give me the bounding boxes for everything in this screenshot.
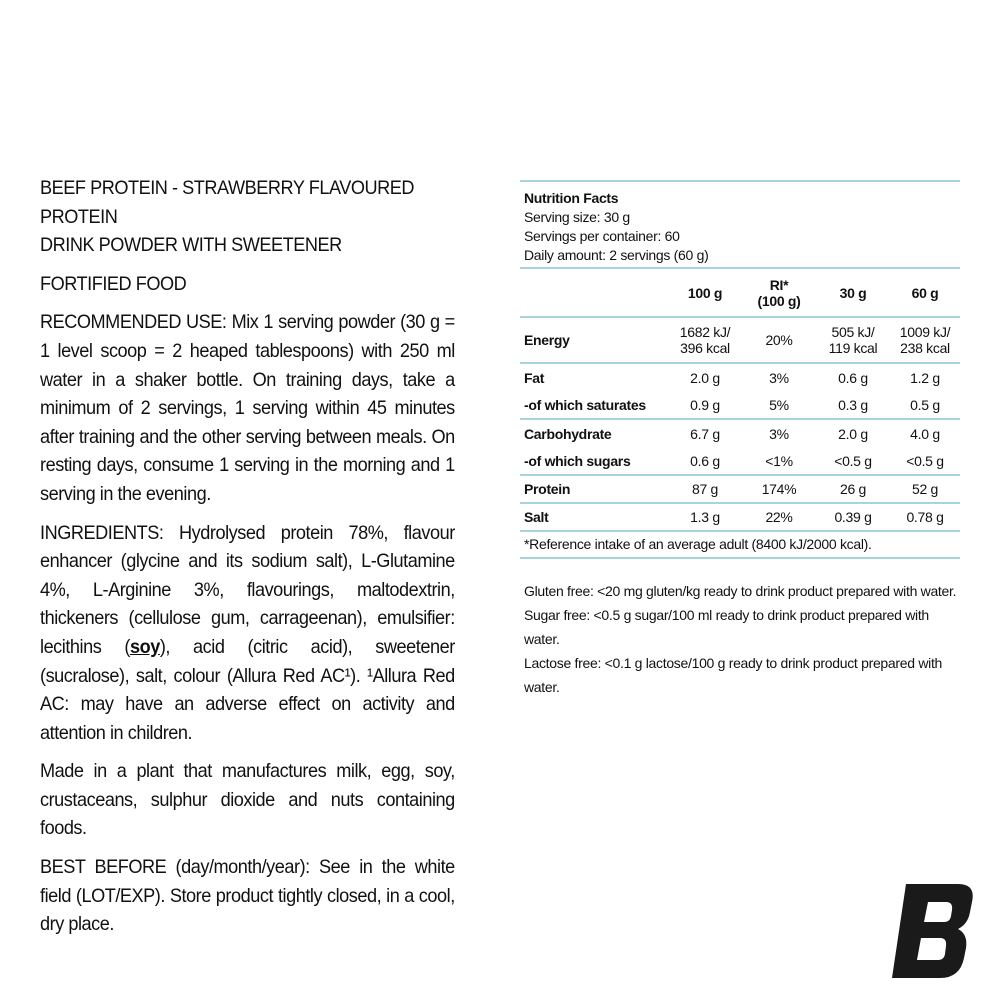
nutrition-header xyxy=(520,182,960,267)
cell-60g: 4.0 g xyxy=(910,425,940,442)
row-label: Carbohydrate xyxy=(524,425,612,442)
cell-60g: <0.5 g xyxy=(890,447,960,475)
nutrition-title: Nutrition Facts xyxy=(524,190,619,206)
cell-100g: 6.7 g xyxy=(690,425,720,442)
cell-100g: 2.0 g xyxy=(690,369,720,386)
lactose-free-note: Lactose free: <0.1 g lactose/100 g ready to drink product prepared with water. xyxy=(524,655,943,695)
reference-intake-footnote: *Reference intake of an average adult (8400 kJ/2000 kcal). xyxy=(520,532,960,559)
table-row xyxy=(520,391,960,419)
daily-amount: Daily amount: 2 servings (60 g) xyxy=(524,247,709,263)
recommended-use-label: RECOMMENDED USE: xyxy=(40,311,227,334)
cell-30g: 2.0 g xyxy=(838,425,868,442)
cell-30g: 26 g xyxy=(816,475,890,503)
cell-60g: 1.2 g xyxy=(910,369,940,386)
cell-ri: 174% xyxy=(742,475,816,503)
gluten-free-note: Gluten free: <20 mg gluten/kg ready to drink product prepared with water. xyxy=(524,583,957,599)
cell-30g xyxy=(816,317,890,363)
row-label: Protein xyxy=(520,475,668,503)
cell-30g: 0.3 g xyxy=(816,391,890,419)
cell-100g: 1.3 g xyxy=(668,503,742,531)
table-row xyxy=(520,475,960,503)
best-before-label: BEST BEFORE xyxy=(40,856,167,879)
cell-60g: 0.78 g xyxy=(890,503,960,531)
cell-100g: 0.9 g xyxy=(668,391,742,419)
ingredients-paragraph xyxy=(40,519,455,748)
best-before-text: (day/month/year): See in the white field (LOT/EXP). Store product tightly closed, in a cool, dry place. xyxy=(40,856,455,936)
servings-per-container: Servings per container: 60 xyxy=(524,228,680,244)
sugar-free-note: Sugar free: <0.5 g sugar/100 ml ready to drink product prepared with water. xyxy=(524,607,929,647)
title-line-2: DRINK POWDER WITH SWEETENER xyxy=(40,234,342,257)
free-from-notes xyxy=(520,579,960,699)
cell-100g xyxy=(668,317,742,363)
cell-ri: 22% xyxy=(742,503,816,531)
cell-60g xyxy=(890,317,960,363)
table-row xyxy=(520,447,960,475)
cell-ri: 3% xyxy=(769,369,789,386)
table-row xyxy=(520,503,960,531)
product-description xyxy=(40,174,455,949)
table-header-row xyxy=(520,269,960,317)
cell-100g: 0.6 g xyxy=(668,447,742,475)
row-label: -of which sugars xyxy=(520,447,668,475)
cell-60g: 0.5 g xyxy=(890,391,960,419)
ingredients-label: INGREDIENTS: xyxy=(40,521,164,544)
product-title xyxy=(40,174,455,260)
cell-ri: 5% xyxy=(742,391,816,419)
header-30g: 30 g xyxy=(816,269,890,317)
cell-ri: 20% xyxy=(742,317,816,363)
cell-60g-kj: 1009 kJ/ xyxy=(899,324,951,340)
ingredients-text-a: Hydrolysed protein 78%, flavour enhancer (glycine and its sodium salt), L-Glutamine 4%, L-Arginine 3%, flavourings, maltodextrin, thickeners (cellulose gum, carrageenan), emulsifier: lecithins ( xyxy=(40,521,455,658)
row-label: Salt xyxy=(520,503,668,531)
cell-100g: 87 g xyxy=(668,475,742,503)
recommended-use-text: Mix 1 serving powder (30 g = 1 level scoop = 2 heaped tablespoons) with 250 ml water in a shaker bottle. On training days, take a minimum of 2 servings, 1 serving within 45 minutes after training and the other serving between meals. On resting days, consume 1 serving in the morning and 1 serving in the evening. xyxy=(40,311,455,505)
brand-b-logo-icon xyxy=(892,884,976,978)
header-ri-line2: (100 g) xyxy=(757,292,801,309)
cell-60g-kcal: 238 kcal xyxy=(900,340,950,356)
row-label: Fat xyxy=(524,369,545,386)
header-60g: 60 g xyxy=(890,269,960,317)
nutrition-table xyxy=(520,269,960,532)
table-row xyxy=(520,363,960,391)
header-100g: 100 g xyxy=(668,269,742,317)
serving-size: Serving size: 30 g xyxy=(524,209,630,225)
cell-30g: 0.6 g xyxy=(838,369,868,386)
row-label: Energy xyxy=(520,317,668,363)
cell-30g: 0.39 g xyxy=(816,503,890,531)
cell-30g-kj: 505 kJ/ xyxy=(831,324,875,340)
header-blank xyxy=(520,269,668,317)
table-row xyxy=(520,419,960,447)
cell-100g-kcal: 396 kcal xyxy=(680,340,730,356)
plant-allergen-paragraph: Made in a plant that manufactures milk, egg, soy, crustaceans, sulphur dioxide and nuts containing foods. xyxy=(40,760,455,840)
header-ri xyxy=(742,269,816,317)
cell-ri: 3% xyxy=(769,425,789,442)
header-ri-line1: RI* xyxy=(769,276,789,293)
cell-60g: 52 g xyxy=(890,475,960,503)
table-row xyxy=(520,317,960,363)
best-before-paragraph xyxy=(40,853,455,939)
row-label: -of which saturates xyxy=(520,391,668,419)
cell-ri: <1% xyxy=(742,447,816,475)
title-line-1: BEEF PROTEIN - STRAWBERRY FLAVOURED PROTEIN xyxy=(40,177,415,228)
recommended-use-paragraph xyxy=(40,308,455,508)
fortified-label: FORTIFIED FOOD xyxy=(40,272,187,295)
nutrition-facts-panel xyxy=(520,180,960,699)
ingredients-text-b: ), acid (citric acid), sweetener (sucralose), salt, colour (Allura Red AC¹). ¹Allura Red AC: may have an adverse effect on activity and attention in children. xyxy=(40,635,455,744)
allergen-soy: soy xyxy=(129,635,160,658)
cell-30g-kcal: 119 kcal xyxy=(828,340,878,356)
cell-30g: <0.5 g xyxy=(816,447,890,475)
cell-100g-kj: 1682 kJ/ xyxy=(679,324,731,340)
